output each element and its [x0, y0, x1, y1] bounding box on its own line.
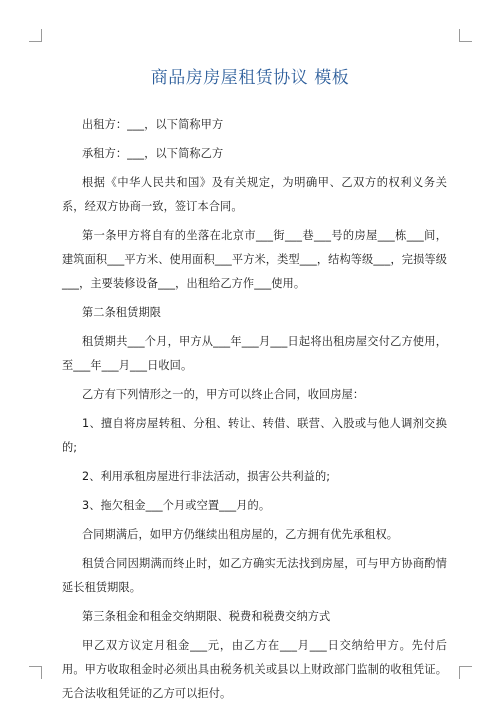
paragraph-termination-intro: 乙方有下列情形之一的，甲方可以终止合同，收回房屋： — [82, 388, 365, 401]
heading-article-2: 第二条租赁期限 — [82, 306, 162, 319]
paragraph-lessee: 承租方：___，以下简称乙方 — [82, 147, 224, 160]
crop-mark-top-left — [29, 29, 42, 42]
crop-mark-bottom-left — [29, 666, 42, 679]
document-title: 商品房房屋租赁协议 模板 — [150, 68, 350, 88]
list-item-2: 2、利用承租房屋进行非法活动，损害公共利益的; — [82, 470, 331, 483]
crop-mark-top-right — [459, 29, 472, 42]
paragraph-lessor: 出租方：___，以下简称甲方 — [82, 118, 224, 131]
document-body — [62, 113, 447, 711]
paragraph-rent-payment: 甲乙双方议定月租金___元，由乙方在___月___日交纳给甲方。先付后用。甲方收取租金时必须出具由税务机关或县以上财政部门监制的收租凭证。无合法收租凭证的乙方可以拒付。 — [62, 639, 447, 700]
heading-article-3: 第三条租金和租金交纳期限、税费和税费交纳方式 — [82, 610, 331, 623]
paragraph-renewal-priority: 合同期满后，如甲方仍继续出租房屋的，乙方拥有优先承租权。 — [82, 528, 399, 541]
paragraph-preamble: 根据《中华人民共和国》及有关规定，为明确甲、乙双方的权利义务关系，经双方协商一致，签订本合同。 — [62, 176, 447, 213]
paragraph-lease-term: 租赁期共___个月，甲方从___年___月___日起将出租房屋交付乙方使用，至___年___月___日收回。 — [62, 335, 447, 372]
crop-mark-bottom-right — [459, 666, 472, 679]
list-item-3: 3、拖欠租金___个月或空置___月的。 — [82, 499, 271, 512]
paragraph-article-1: 第一条甲方将自有的坐落在北京市___街___巷___号的房屋___栋___间，建筑面积___平方米、使用面积___平方米，类型___，结构等级___，完损等级___，主要装修设备___，出租给乙方作___使用。 — [62, 229, 447, 290]
paragraph-extension: 租赁合同因期满而终止时，如乙方确实无法找到房屋，可与甲方协商酌情延长租赁期限。 — [62, 557, 447, 594]
list-item-1: 1、擅自将房屋转租、分租、转让、转借、联营、入股或与他人调剂交换的; — [62, 417, 447, 454]
